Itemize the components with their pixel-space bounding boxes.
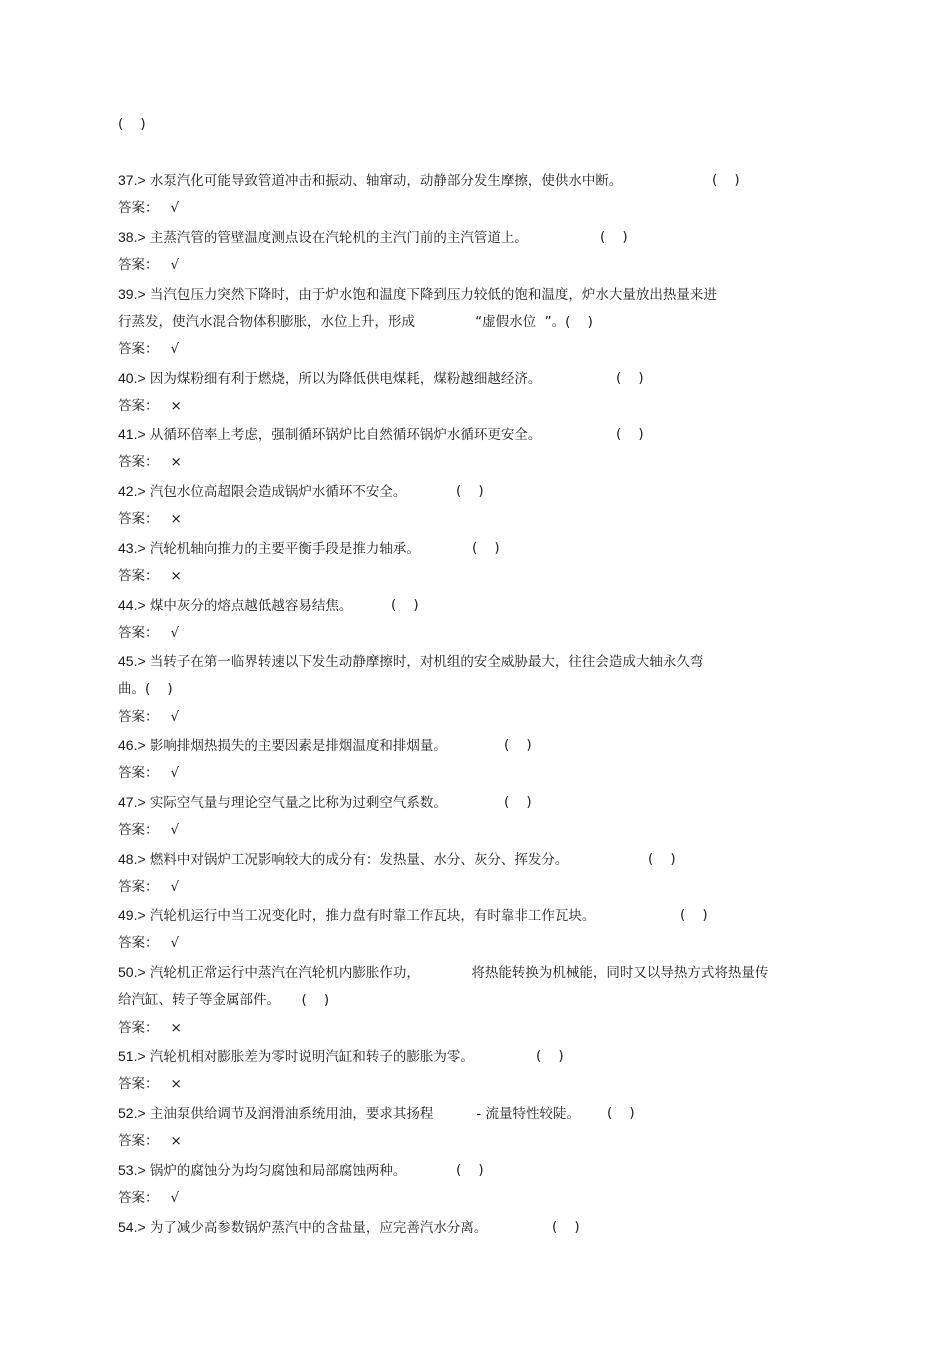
- question-text: 因为煤粉细有利于燃烧，所以为降低供电煤耗，煤粉越细越经济。: [145, 371, 542, 387]
- check-mark: √: [170, 879, 180, 895]
- question-number: 39.>: [118, 286, 146, 302]
- question-number: 40.>: [118, 370, 146, 386]
- question-number: 47.>: [118, 794, 146, 810]
- cross-mark: ×: [170, 1076, 182, 1092]
- check-mark: √: [170, 625, 180, 641]
- question-number: 49.>: [118, 907, 146, 923]
- answer-line: [118, 764, 179, 782]
- answer-label: 答案：: [118, 765, 159, 781]
- answer-label: 答案：: [118, 935, 159, 951]
- question-line: [118, 1218, 487, 1237]
- answer-blank: ( ): [536, 1048, 564, 1064]
- check-mark: √: [170, 935, 180, 951]
- answer-blank: ( ): [391, 597, 419, 613]
- check-mark: √: [170, 1190, 180, 1206]
- question-number: 46.>: [118, 737, 146, 753]
- cross-mark: ×: [170, 454, 182, 470]
- question-text: 实际空气量与理论空气量之比称为过剩空气系数。: [145, 795, 447, 811]
- answer-blank: ( ): [552, 1219, 580, 1235]
- check-mark: √: [170, 341, 180, 357]
- top-bracket: ( ): [118, 116, 146, 132]
- check-mark: √: [170, 709, 180, 725]
- question-text: 影响排烟热损失的主要因素是排烟温度和排烟量。: [145, 738, 447, 754]
- question-text: 为了减少高参数锅炉蒸汽中的含盐量，应完善汽水分离。: [145, 1220, 488, 1236]
- question-number: 53.>: [118, 1162, 146, 1178]
- answer-line: [118, 397, 182, 415]
- question-text: 锅炉的腐蚀分为均匀腐蚀和局部腐蚀两种。: [145, 1163, 407, 1179]
- check-mark: √: [170, 200, 180, 216]
- answer-blank: ( ): [712, 172, 740, 188]
- question-text: 主油泵供给调节及润滑油系统用油，要求其扬程 - 流量特性较陡。: [145, 1106, 581, 1122]
- cross-mark: ×: [170, 398, 182, 414]
- cross-mark: ×: [170, 511, 182, 527]
- question-text: 燃料中对锅炉工况影响较大的成分有：发热量、水分、灰分、挥发分。: [145, 852, 569, 868]
- answer-blank: ( ): [504, 794, 532, 810]
- question-line: [118, 793, 447, 812]
- question-text: 当转子在第一临界转速以下发生动静摩擦时，对机组的安全威胁最大，往往会造成大轴永久弯: [145, 654, 704, 670]
- question-text: 汽包水位高超限会造成锅炉水循环不安全。: [145, 484, 407, 500]
- question-line: [118, 906, 595, 925]
- question-text: 汽轮机轴向推力的主要平衡手段是推力轴承。: [145, 541, 420, 557]
- answer-line: [118, 453, 182, 471]
- question-text: 煤中灰分的熔点越低越容易结焦。: [145, 598, 353, 614]
- answer-label: 答案：: [118, 200, 159, 216]
- check-mark: √: [170, 822, 180, 838]
- question-number: 44.>: [118, 597, 146, 613]
- answer-label: 答案：: [118, 879, 159, 895]
- answer-line: [118, 821, 179, 839]
- cross-mark: ×: [170, 1133, 182, 1149]
- answer-line: [118, 1019, 182, 1037]
- answer-line: [118, 256, 179, 274]
- question-number: 52.>: [118, 1105, 146, 1121]
- question-line: [118, 228, 528, 247]
- question-number: 37.>: [118, 172, 146, 188]
- answer-label: 答案：: [118, 822, 159, 838]
- cross-mark: ×: [170, 568, 182, 584]
- question-line: [118, 596, 352, 615]
- cross-mark: ×: [170, 1020, 182, 1036]
- answer-line: [118, 624, 179, 642]
- question-number: 41.>: [118, 426, 146, 442]
- answer-label: 答案：: [118, 398, 159, 414]
- question-text-continued: 行蒸发，使汽水混合物体积膨胀，水位上升，形成 “虚假水位 ”。( ): [118, 314, 593, 330]
- answer-label: 答案：: [118, 1020, 159, 1036]
- answer-blank: ( ): [456, 483, 484, 499]
- question-line: [118, 482, 406, 501]
- question-text: 水泵汽化可能导致管道冲击和振动、轴窜动，动静部分发生摩擦，使供水中断。: [145, 173, 623, 189]
- answer-blank: ( ): [680, 907, 708, 923]
- question-line: [118, 171, 622, 190]
- question-number: 54.>: [118, 1219, 146, 1235]
- question-text-continued: 给汽缸、转子等金属部件。 ( ): [118, 992, 330, 1008]
- question-line: [118, 285, 717, 304]
- question-number: 51.>: [118, 1048, 146, 1064]
- question-line: [118, 1161, 406, 1180]
- answer-line: [118, 1075, 182, 1093]
- question-line: [118, 1104, 580, 1123]
- answer-label: 答案：: [118, 257, 159, 273]
- question-number: 48.>: [118, 851, 146, 867]
- question-text: 当汽包压力突然下降时，由于炉水饱和温度下降到压力较低的饱和温度，炉水大量放出热量来进: [145, 287, 717, 303]
- answer-line: [118, 708, 179, 726]
- answer-label: 答案：: [118, 625, 159, 641]
- question-text: 汽轮机相对膨胀差为零时说明汽缸和转子的膨胀为零。: [145, 1049, 474, 1065]
- check-mark: √: [170, 257, 180, 273]
- question-text: 主蒸汽管的管壁温度测点设在汽轮机的主汽门前的主汽管道上。: [145, 230, 528, 246]
- answer-line: [118, 340, 179, 358]
- question-line: [118, 652, 703, 671]
- answer-label: 答案：: [118, 1133, 159, 1149]
- question-text-continued: 曲。( ): [118, 681, 173, 697]
- answer-label: 答案：: [118, 709, 159, 725]
- answer-line: [118, 878, 179, 896]
- answer-blank: ( ): [616, 370, 644, 386]
- answer-blank: ( ): [504, 737, 532, 753]
- answer-blank: ( ): [600, 229, 628, 245]
- question-line: [118, 736, 447, 755]
- answer-label: 答案：: [118, 1076, 159, 1092]
- answer-line: [118, 567, 182, 585]
- answer-line: [118, 934, 179, 952]
- check-mark: √: [170, 765, 180, 781]
- answer-line: [118, 1189, 179, 1207]
- question-number: 43.>: [118, 540, 146, 556]
- answer-label: 答案：: [118, 341, 159, 357]
- question-line: [118, 963, 768, 982]
- answer-label: 答案：: [118, 568, 159, 584]
- question-line: [118, 539, 420, 558]
- answer-line: [118, 510, 182, 528]
- question-number: 50.>: [118, 964, 146, 980]
- answer-blank: ( ): [472, 540, 500, 556]
- question-text: 汽轮机正常运行中蒸汽在汽轮机内膨胀作功， 将热能转换为机械能，同时又以导热方式将热量传: [145, 965, 769, 981]
- question-line: [118, 425, 541, 444]
- answer-blank: ( ): [616, 426, 644, 442]
- answer-blank: ( ): [648, 851, 676, 867]
- question-line: [118, 1047, 474, 1066]
- answer-line: [118, 1132, 182, 1150]
- question-line: [118, 850, 568, 869]
- question-line: [118, 369, 541, 388]
- question-text: 汽轮机运行中当工况变化时，推力盘有时靠工作瓦块，有时靠非工作瓦块。: [145, 908, 596, 924]
- question-text: 从循环倍率上考虑，强制循环锅炉比自然循环锅炉水循环更安全。: [145, 427, 542, 443]
- answer-label: 答案：: [118, 511, 159, 527]
- question-number: 45.>: [118, 653, 146, 669]
- question-number: 38.>: [118, 229, 146, 245]
- answer-blank: ( ): [607, 1105, 635, 1121]
- answer-label: 答案：: [118, 1190, 159, 1206]
- question-number: 42.>: [118, 483, 146, 499]
- answer-line: [118, 199, 179, 217]
- answer-blank: ( ): [456, 1162, 484, 1178]
- answer-label: 答案：: [118, 454, 159, 470]
